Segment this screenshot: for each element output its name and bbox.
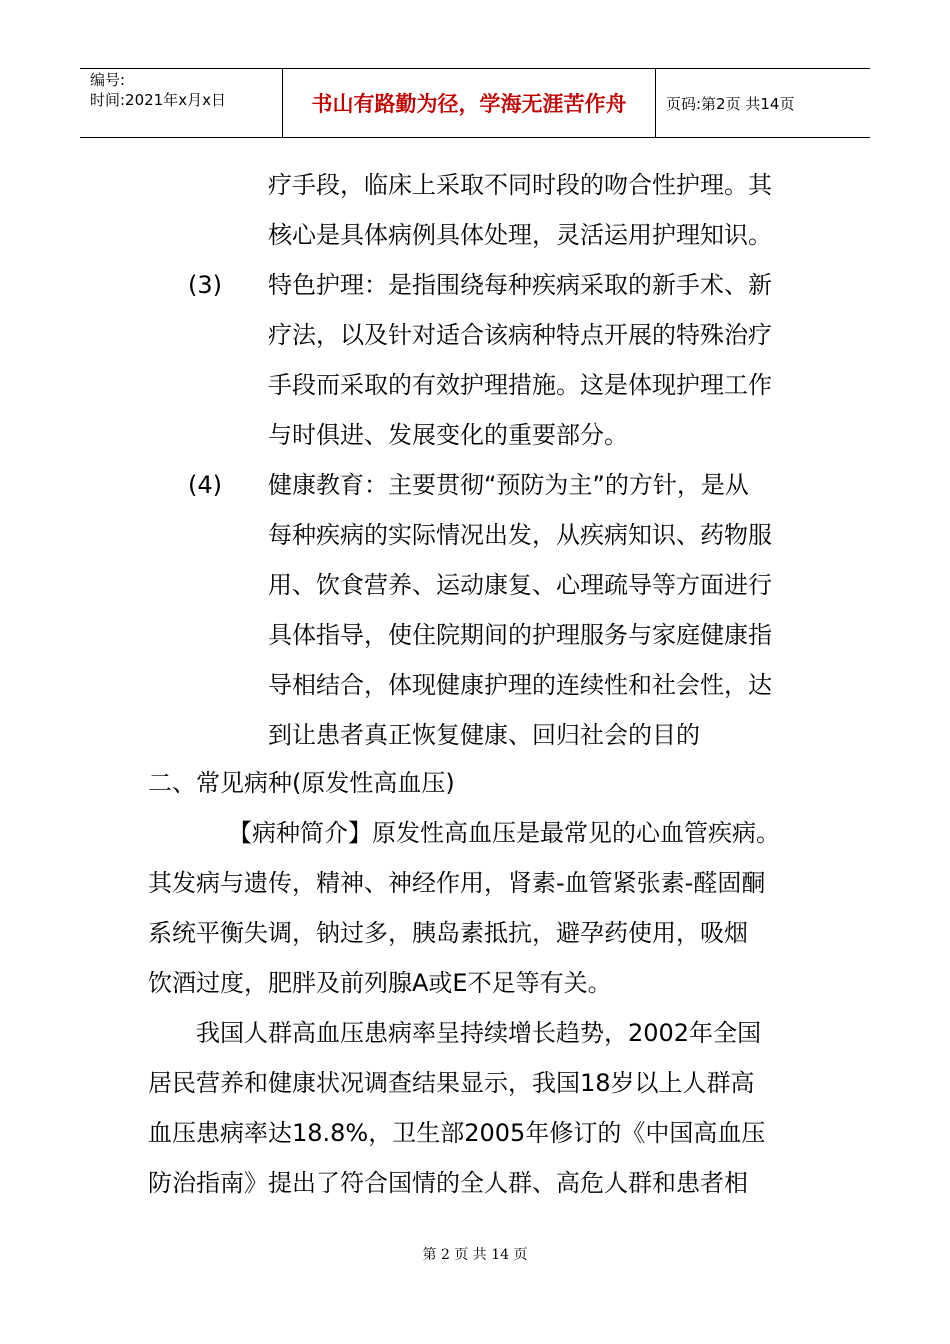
text-line: 【病种简介】原发性高血压是最常见的心血管疾病。 — [228, 819, 780, 847]
text-line: 防治指南》提出了符合国情的全人群、高危人群和患者相 — [148, 1169, 748, 1197]
text-line: 饮酒过度，肥胖及前列腺A或E不足等有关。 — [148, 969, 612, 997]
text-line: 导相结合，体现健康护理的连续性和社会性，达 — [268, 671, 772, 699]
text-line: 核心是具体病例具体处理，灵活运用护理知识。 — [268, 221, 772, 249]
text-line: 具体指导，使住院期间的护理服务与家庭健康指 — [268, 621, 772, 649]
text-line: 健康教育：主要贯彻“预防为主”的方针，是从 — [268, 471, 749, 499]
section-heading: 二、常见病种(原发性高血压) — [148, 769, 455, 797]
header-page-info: 页码:第2页 共14页 — [666, 95, 795, 113]
header-right-cell — [656, 69, 870, 137]
header-left-cell — [80, 69, 283, 137]
text-line: 疗法，以及针对适合该病种特点开展的特殊治疗 — [268, 321, 772, 349]
text-line: 到让患者真正恢复健康、回归社会的目的 — [268, 721, 700, 749]
text-line: 我国人群高血压患病率呈持续增长趋势，2002年全国 — [196, 1019, 762, 1047]
time-label: 时间:2021年x月x日 — [90, 91, 226, 109]
header-middle-cell — [283, 69, 656, 137]
header-motto: 书山有路勤为径，学海无涯苦作舟 — [311, 92, 627, 116]
text-line: 与时俱进、发展变化的重要部分。 — [268, 421, 628, 449]
text-line: 其发病与遗传，精神、神经作用，肾素-血管紧张素-醛固酮 — [148, 869, 766, 897]
text-line: 特色护理：是指围绕每种疾病采取的新手术、新 — [268, 271, 772, 299]
code-label: 编号: — [90, 71, 126, 89]
list-number: (3) — [188, 271, 222, 299]
list-number: (4) — [188, 471, 222, 499]
page-footer: 第 2 页 共 14 页 — [422, 1247, 528, 1263]
text-line: 居民营养和健康状况调查结果显示，我国18岁以上人群高 — [148, 1069, 755, 1097]
page-header — [80, 68, 870, 138]
text-line: 血压患病率达18.8%，卫生部2005年修订的《中国高血压 — [148, 1119, 766, 1147]
text-line: 每种疾病的实际情况出发，从疾病知识、药物服 — [268, 521, 772, 549]
text-line: 用、饮食营养、运动康复、心理疏导等方面进行 — [268, 571, 772, 599]
text-line: 疗手段，临床上采取不同时段的吻合性护理。其 — [268, 171, 772, 199]
text-line: 手段而采取的有效护理措施。这是体现护理工作 — [268, 371, 772, 399]
text-line: 系统平衡失调，钠过多，胰岛素抵抗，避孕药使用，吸烟 — [148, 919, 748, 947]
